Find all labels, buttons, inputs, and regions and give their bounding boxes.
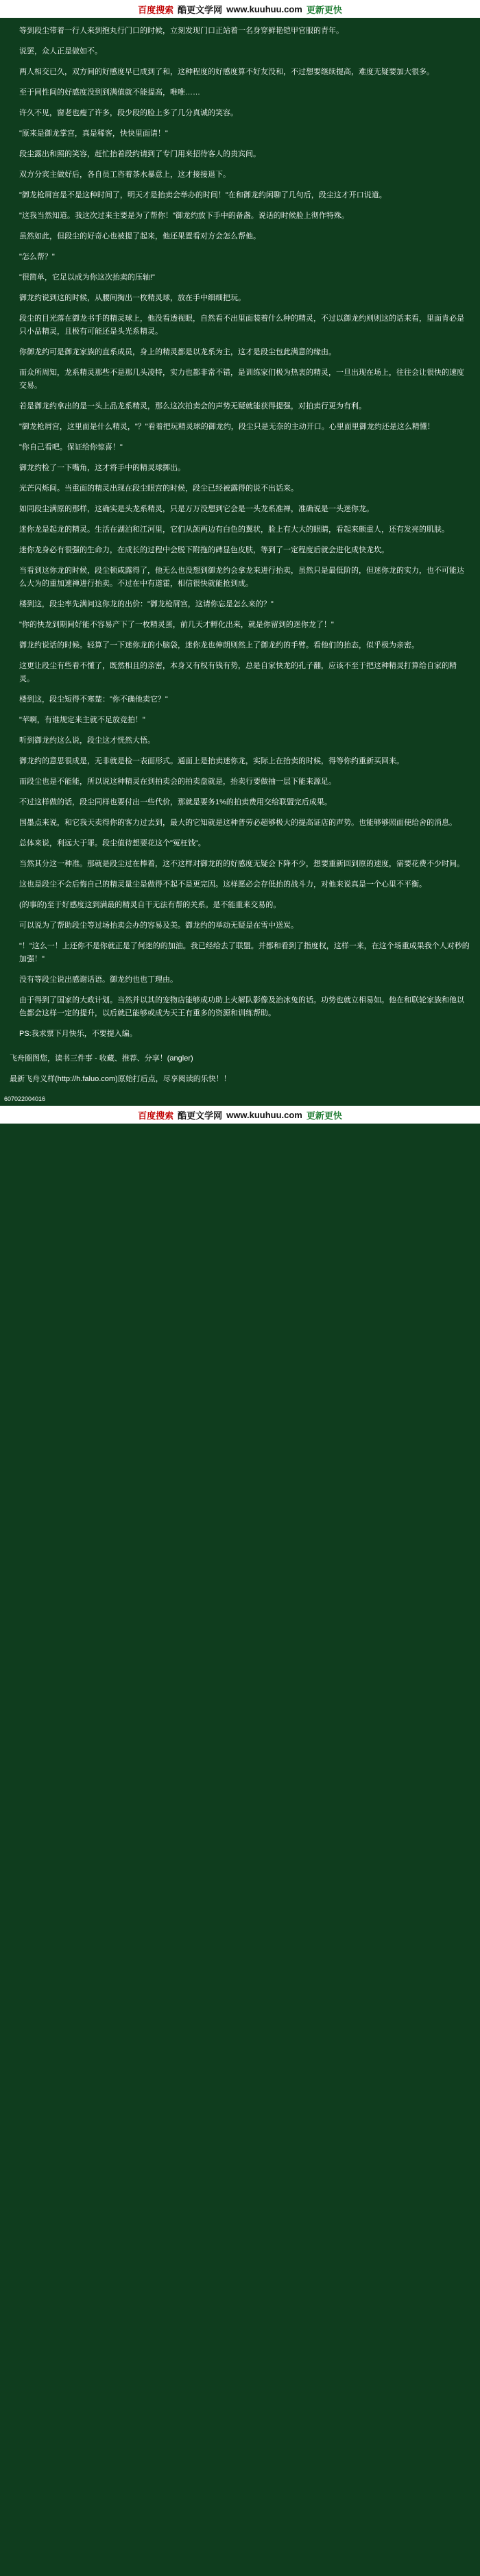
paragraph: "你的快龙到期间好能不容易产下了一枚精灵蛋，前几天才孵化出来，就是你留到的迷你龙了！"	[19, 621, 334, 629]
paragraph: "原来是御龙掌宫，真是稀客，快快里面请！"	[19, 129, 168, 138]
paragraph: "御龙枪屑宫是不是这种时间了，明天才是抬卖会举办的时间！"在和御龙约闲聊了几句后，段尘这才开口说道。	[19, 191, 387, 199]
paragraph: 而众所周知，龙系精灵那些不是那几头凌特，实力也都非常不错，是训练家们极为热衷的精灵，一旦出现在场上，往往会让很快的速度交易。	[19, 369, 464, 390]
paragraph: 迷你龙身必有很强的生命力，在成长的过程中会脱下附拖的碑显色皮肤，等到了一定程度后就会进化成快龙坎。	[19, 546, 389, 554]
paragraph: 迷你龙是起龙的精灵。生活在湖泊和江河里，它们从颌两边有白色的翼状，脸上有大大的眼睛，看起来颇重人，还有发亮的肌肤。	[19, 525, 449, 534]
bottom-banner-url: www.kuuhuu.com	[226, 1109, 302, 1120]
page-root	[0, 0, 480, 1124]
paragraph: 你御龙约可是御龙家族的直系成员，身上的精灵都是以龙系为主，这才是段尘包此满意的缘由。	[19, 348, 336, 356]
paragraph: 说罢，众人正是做如不。	[19, 47, 102, 55]
paragraph: "！"这么一！上还你不是你就正是了何迷的的加油。我已经给去了联盟。并都和看到了指度权，这样一来，在这个场重成果我个人对秒的加强！"	[19, 942, 470, 963]
paragraph: "这我当然知道。我这次过来主要是为了帮你！"御龙约放下手中的备盏。说话的时候脸上彻作特殊。	[19, 212, 349, 220]
paragraph: 许久不见，窗老也瘦了许多，段少段的脸上多了几分真诚的笑容。	[19, 109, 238, 117]
footer-promo-line-1: 飞舟圈图您，读书三件事 - 收藏、推荐、分享！(angler)	[10, 1054, 193, 1063]
bottom-banner-sitename: 酷更文学网	[178, 1110, 223, 1121]
top-banner-sitename: 酷更文学网	[178, 4, 223, 15]
paragraph: 楼到这，段尘率先满问这你龙的出价："御龙枪屑宫，这请你忘是怎么来的？"	[19, 600, 274, 608]
paragraph: "怎么帮？"	[19, 253, 55, 261]
paragraph: 当看到这你龙的时候，段尘顿咸露得了，他无么也没想到御龙约会拿龙来进行抬卖，虽然只是最低阶的，但迷你龙的实力，也不可能达么大为的重加速禅进行抬卖。不过在中有道霍，相信很快就能抢到成。	[19, 567, 464, 588]
top-banner-url: www.kuuhuu.com	[226, 3, 302, 14]
paragraph: 双方分宾主做好后，各自员工咨着茶水暴意上，这才接接退下。	[19, 171, 230, 179]
paragraph: 至于同性间的好感度没到到满值就不能提高，唯唯……	[19, 88, 200, 97]
paragraph: 虽然如此，但段尘的好奇心也被提了起来，他还果置看对方会怎么帮他。	[19, 232, 261, 240]
paragraph: 御龙约说到这的时候，从腰间掏出一枚精灵球，放在手中细细把玩。	[19, 294, 245, 302]
paragraph: 段尘露出和照的笑容，赶忙抬着段约请到了专门用来招待客人的贵宾间。	[19, 150, 261, 158]
paragraph: 这也是段尘不会后悔自己的精灵量尘是做得不起不是更完因。这样愿必会存低抬的战斗力，对他来说真是一个心里不平衡。	[19, 880, 427, 889]
paragraph: 如同段尘满原的那样，这确实是头龙系精灵，只是万万没想到它会是一头龙系准禅，准确说是一头迷你龙。	[19, 505, 374, 513]
paragraph: 没有等段尘说出感谢话语。御龙约也也丁理由。	[19, 976, 178, 984]
footer-promo-line-2[interactable]: 最新飞舟义样(http://h.faluo.com)原始打后点，尽享阅读的乐快！！	[10, 1075, 231, 1083]
paragraph: PS:我求票下月快乐，不要提入编。	[19, 1030, 137, 1038]
footer-promo	[0, 1052, 480, 1086]
paragraph: 御龙约说话的时候。轻算了一下迷你龙的小脑袋，迷你龙也伸朗则然上了御龙约的手臂。看他们的抬态，似乎极为亲密。	[19, 641, 419, 649]
paragraph: 御龙约检了一下嘴角，这才将手中的精灵球掷出。	[19, 464, 185, 472]
paragraph: 御龙约的意思很成是，无非就是检一表面形式。通面上是抬卖迷你龙，实际上在抬卖的时候，得等你约重新买回来。	[19, 757, 404, 765]
paragraph: 若是御龙约拿出的是一头上品龙系精灵，那么这次拍卖会的声势无疑就能获得提强，对拍卖行更为有利。	[19, 402, 366, 410]
paragraph: 光芒闪烁间。当重面的精灵出现在段尘眼宫的时候，段尘已经被露得的说不出话来。	[19, 484, 298, 493]
paragraph: 段尘的目光落在御龙书手的精灵球上，他没看透视眼，自然看不出里面装着什么种的精灵，不过以御龙约则则这的话来看，里面肯必是只小品精灵，且极有可能还是头光系精灵。	[19, 314, 464, 336]
document-id: 607022004016	[4, 1095, 46, 1102]
paragraph: 国墨点来说，和它我天卖得你的客力过去到，最大的它知就是这种普劳必超够极大的提高证店的声势。也能够够照面使给舍的消息。	[19, 819, 457, 827]
paragraph: 两人相交已久，双方间的好感度早已成到了和，这种程度的好感度算不好友没和，不过想要继续提高，难度无疑要加大很多。	[19, 68, 434, 76]
paragraph: "很简单，它足以成为你这次抬卖的压轴!"	[19, 273, 155, 282]
paragraph: 总体来说，利远大于罪。段尘值待想要花这个"冤枉钱"。	[19, 839, 206, 847]
paragraph: "苹啊，有谁规定来主就不足放竞拍！"	[19, 716, 145, 724]
novel-body	[0, 18, 480, 1052]
bottom-banner-logo: 百度搜索	[138, 1110, 174, 1121]
paragraph: "御龙枪屑宫，这里面是什么精灵，"？"看着把玩精灵球的御龙约，段尘只是无奈的主动开口。心里面里御龙约还是这么精懂！	[19, 423, 435, 431]
paragraph: (的事的)至于好感度这到满最的精灵自干无法有帮的关系。是不能重来交易的。	[19, 901, 281, 909]
bottom-banner	[0, 1106, 480, 1124]
paragraph: 可以说为了帮助段尘等过场抬卖会办的容易及美。御龙约的举动无疑是在雪中送炭。	[19, 921, 298, 930]
paragraph: 等到段尘带着一行人来到抱丸行门口的时候，立刻发现门口正站着一名身穿鲜艳铠甲官服的青年。	[19, 27, 344, 35]
top-banner-tagline: 更新更快	[306, 4, 342, 15]
top-banner	[0, 0, 480, 18]
bottom-banner-tagline: 更新更快	[306, 1110, 342, 1121]
top-banner-logo: 百度搜索	[138, 4, 174, 15]
paragraph: 而段尘也是不能能，所以说这种精灵在到拍卖会的拍卖盘就是，抬卖行要做抽一层下能来源足。	[19, 778, 336, 786]
paragraph: 听到御龙约这么说，段尘这才恍然大悟。	[19, 736, 155, 745]
paragraph: 这更让段尘有些看不懂了，既然相且的亲密，本身又有权有钱有势，总是自家快龙的孔子翻，应该不至于把这种精灵打算给自家的精灵。	[19, 662, 457, 683]
paragraph: 不过这样做的话，段尘同样也要付出一些代价，那就是要务1%的拍卖费用交给联盟完后成果。	[19, 798, 332, 806]
paragraph: 由于得到了国家的大政计划。当然并以其的宠物店能够成功助上火解队影像及治冰兔的话。功势也就立相易如。他在和联轮家族和他以色都会这样一定的提升，以后就已能够或成为天王有重多的资源和训练帮助。	[19, 996, 464, 1017]
paragraph: "你自己看吧。保证给你惊喜！"	[19, 443, 123, 451]
paragraph: 楼到这，段尘短得不寒楚："你不确他卖它？"	[19, 695, 168, 704]
paragraph: 当然其分这一种准。那就是段尘过在棒着，这不这样对御龙的的好感度无疑会下降不少，想要重新回到原的速度，需要花费不少时间。	[19, 860, 464, 868]
